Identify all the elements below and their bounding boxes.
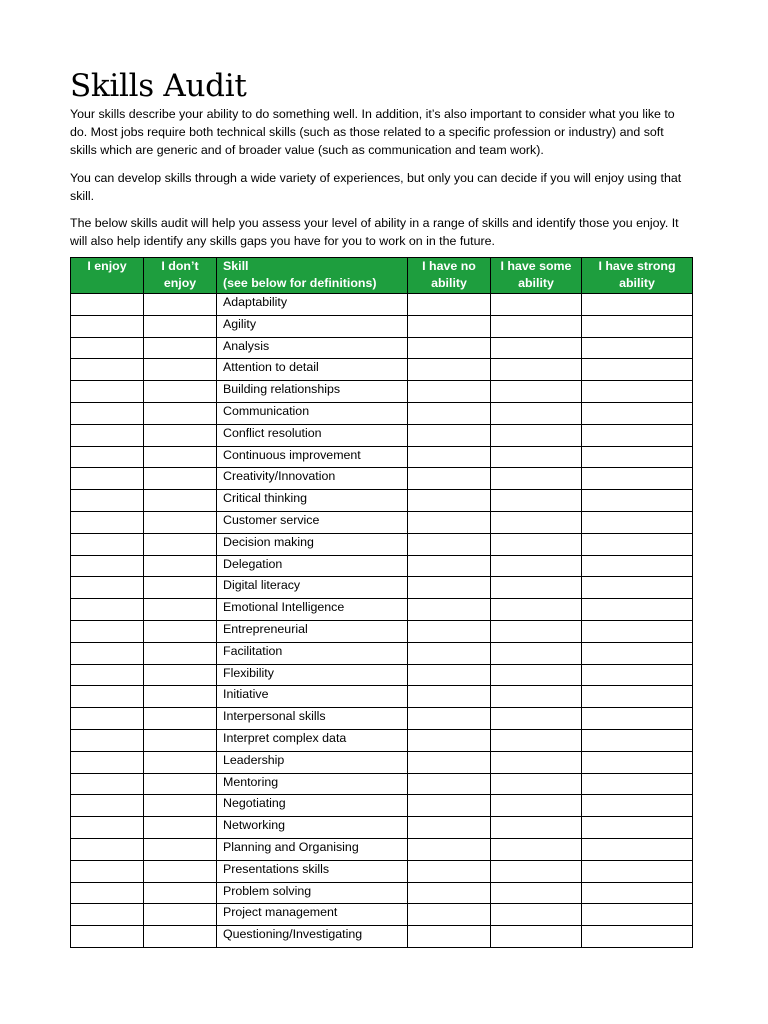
dont-enjoy-cell[interactable] — [144, 773, 217, 795]
dont-enjoy-cell[interactable] — [144, 642, 217, 664]
no-ability-cell[interactable] — [408, 686, 491, 708]
table-row — [71, 381, 693, 403]
some-ability-cell[interactable] — [491, 751, 582, 773]
skill-name: Mentoring — [217, 773, 408, 795]
strong-ability-cell[interactable] — [582, 642, 693, 664]
no-ability-cell[interactable] — [408, 315, 491, 337]
no-ability-cell[interactable] — [408, 468, 491, 490]
header-dont-enjoy: I don’t enjoy — [144, 258, 217, 294]
strong-ability-cell[interactable] — [582, 664, 693, 686]
no-ability-cell[interactable] — [408, 490, 491, 512]
table-row — [71, 315, 693, 337]
strong-ability-cell[interactable] — [582, 708, 693, 730]
no-ability-cell[interactable] — [408, 424, 491, 446]
strong-ability-cell[interactable] — [582, 446, 693, 468]
dont-enjoy-cell[interactable] — [144, 751, 217, 773]
enjoy-cell[interactable] — [71, 642, 144, 664]
dont-enjoy-cell[interactable] — [144, 664, 217, 686]
strong-ability-cell[interactable] — [582, 359, 693, 381]
skill-name: Continuous improvement — [217, 446, 408, 468]
enjoy-cell[interactable] — [71, 599, 144, 621]
page-title: Skills Audit — [70, 68, 247, 104]
no-ability-cell[interactable] — [408, 926, 491, 948]
some-ability-cell[interactable] — [491, 577, 582, 599]
enjoy-cell[interactable] — [71, 838, 144, 860]
skills-table-body — [71, 294, 693, 948]
skill-name: Attention to detail — [217, 359, 408, 381]
skill-name: Leadership — [217, 751, 408, 773]
strong-ability-cell[interactable] — [582, 533, 693, 555]
some-ability-cell[interactable] — [491, 468, 582, 490]
enjoy-cell[interactable] — [71, 337, 144, 359]
table-row — [71, 446, 693, 468]
header-skill — [217, 258, 408, 294]
table-row — [71, 490, 693, 512]
document-page — [70, 68, 692, 250]
enjoy-cell[interactable] — [71, 359, 144, 381]
no-ability-cell[interactable] — [408, 773, 491, 795]
dont-enjoy-cell[interactable] — [144, 904, 217, 926]
skill-name: Building relationships — [217, 381, 408, 403]
dont-enjoy-cell[interactable] — [144, 708, 217, 730]
strong-ability-cell[interactable] — [582, 555, 693, 577]
some-ability-cell[interactable] — [491, 490, 582, 512]
strong-ability-cell[interactable] — [582, 751, 693, 773]
strong-ability-cell[interactable] — [582, 729, 693, 751]
table-row — [71, 620, 693, 642]
skill-name: Emotional Intelligence — [217, 599, 408, 621]
skill-name: Presentations skills — [217, 860, 408, 882]
some-ability-cell[interactable] — [491, 315, 582, 337]
skills-audit-table — [70, 257, 693, 948]
skill-name: Digital literacy — [217, 577, 408, 599]
enjoy-cell[interactable] — [71, 686, 144, 708]
strong-ability-cell[interactable] — [582, 381, 693, 403]
no-ability-cell[interactable] — [408, 294, 491, 316]
some-ability-cell[interactable] — [491, 773, 582, 795]
skill-name: Project management — [217, 904, 408, 926]
no-ability-cell[interactable] — [408, 795, 491, 817]
table-row — [71, 708, 693, 730]
some-ability-cell[interactable] — [491, 337, 582, 359]
skill-name: Facilitation — [217, 642, 408, 664]
skill-name: Problem solving — [217, 882, 408, 904]
no-ability-cell[interactable] — [408, 729, 491, 751]
strong-ability-cell[interactable] — [582, 904, 693, 926]
table-row — [71, 904, 693, 926]
some-ability-cell[interactable] — [491, 446, 582, 468]
table-row — [71, 729, 693, 751]
no-ability-cell[interactable] — [408, 817, 491, 839]
dont-enjoy-cell[interactable] — [144, 817, 217, 839]
dont-enjoy-cell[interactable] — [144, 315, 217, 337]
no-ability-cell[interactable] — [408, 359, 491, 381]
intro-paragraph-3: The below skills audit will help you assess your level of ability in a range of skills and identify those you enjoy. It will also help identify any skills gaps you have for you to work on in the future. — [70, 216, 679, 248]
enjoy-cell[interactable] — [71, 708, 144, 730]
skill-name: Agility — [217, 315, 408, 337]
strong-ability-cell[interactable] — [582, 424, 693, 446]
no-ability-cell[interactable] — [408, 533, 491, 555]
no-ability-cell[interactable] — [408, 620, 491, 642]
table-row — [71, 686, 693, 708]
some-ability-cell[interactable] — [491, 402, 582, 424]
dont-enjoy-cell[interactable] — [144, 882, 217, 904]
dont-enjoy-cell[interactable] — [144, 729, 217, 751]
enjoy-cell[interactable] — [71, 664, 144, 686]
table-header-row — [71, 258, 693, 294]
dont-enjoy-cell[interactable] — [144, 359, 217, 381]
enjoy-cell[interactable] — [71, 904, 144, 926]
no-ability-cell[interactable] — [408, 708, 491, 730]
table-row — [71, 751, 693, 773]
no-ability-cell[interactable] — [408, 882, 491, 904]
table-row — [71, 294, 693, 316]
strong-ability-cell[interactable] — [582, 773, 693, 795]
table-row — [71, 555, 693, 577]
some-ability-cell[interactable] — [491, 686, 582, 708]
skill-name: Initiative — [217, 686, 408, 708]
some-ability-cell[interactable] — [491, 795, 582, 817]
enjoy-cell[interactable] — [71, 926, 144, 948]
enjoy-cell[interactable] — [71, 424, 144, 446]
skill-name: Planning and Organising — [217, 838, 408, 860]
some-ability-cell[interactable] — [491, 860, 582, 882]
no-ability-cell[interactable] — [408, 642, 491, 664]
header-some-ability: I have some ability — [491, 258, 582, 294]
skill-name: Interpersonal skills — [217, 708, 408, 730]
strong-ability-cell[interactable] — [582, 795, 693, 817]
no-ability-cell[interactable] — [408, 337, 491, 359]
dont-enjoy-cell[interactable] — [144, 686, 217, 708]
header-skill-title: Skill — [223, 259, 249, 273]
skill-name: Analysis — [217, 337, 408, 359]
strong-ability-cell[interactable] — [582, 337, 693, 359]
no-ability-cell[interactable] — [408, 904, 491, 926]
dont-enjoy-cell[interactable] — [144, 533, 217, 555]
no-ability-cell[interactable] — [408, 402, 491, 424]
table-row — [71, 664, 693, 686]
skill-name: Critical thinking — [217, 490, 408, 512]
skill-name: Creativity/Innovation — [217, 468, 408, 490]
enjoy-cell[interactable] — [71, 577, 144, 599]
skill-name: Entrepreneurial — [217, 620, 408, 642]
dont-enjoy-cell[interactable] — [144, 577, 217, 599]
some-ability-cell[interactable] — [491, 381, 582, 403]
enjoy-cell[interactable] — [71, 620, 144, 642]
strong-ability-cell[interactable] — [582, 402, 693, 424]
table-row — [71, 838, 693, 860]
strong-ability-cell[interactable] — [582, 294, 693, 316]
strong-ability-cell[interactable] — [582, 817, 693, 839]
table-row — [71, 577, 693, 599]
skill-name: Flexibility — [217, 664, 408, 686]
table-row — [71, 882, 693, 904]
some-ability-cell[interactable] — [491, 294, 582, 316]
skill-name: Interpret complex data — [217, 729, 408, 751]
dont-enjoy-cell[interactable] — [144, 490, 217, 512]
dont-enjoy-cell[interactable] — [144, 468, 217, 490]
enjoy-cell[interactable] — [71, 490, 144, 512]
skill-name: Decision making — [217, 533, 408, 555]
no-ability-cell[interactable] — [408, 446, 491, 468]
skill-name: Negotiating — [217, 795, 408, 817]
no-ability-cell[interactable] — [408, 511, 491, 533]
enjoy-cell[interactable] — [71, 315, 144, 337]
table-row — [71, 926, 693, 948]
strong-ability-cell[interactable] — [582, 686, 693, 708]
dont-enjoy-cell[interactable] — [144, 424, 217, 446]
some-ability-cell[interactable] — [491, 424, 582, 446]
some-ability-cell[interactable] — [491, 838, 582, 860]
enjoy-cell[interactable] — [71, 882, 144, 904]
some-ability-cell[interactable] — [491, 599, 582, 621]
skill-name: Adaptability — [217, 294, 408, 316]
header-enjoy: I enjoy — [71, 258, 144, 294]
table-row — [71, 860, 693, 882]
strong-ability-cell[interactable] — [582, 599, 693, 621]
enjoy-cell[interactable] — [71, 773, 144, 795]
dont-enjoy-cell[interactable] — [144, 381, 217, 403]
skill-name: Questioning/Investigating — [217, 926, 408, 948]
some-ability-cell[interactable] — [491, 817, 582, 839]
enjoy-cell[interactable] — [71, 795, 144, 817]
enjoy-cell[interactable] — [71, 468, 144, 490]
strong-ability-cell[interactable] — [582, 620, 693, 642]
table-row — [71, 511, 693, 533]
skill-name: Delegation — [217, 555, 408, 577]
strong-ability-cell[interactable] — [582, 577, 693, 599]
no-ability-cell[interactable] — [408, 838, 491, 860]
some-ability-cell[interactable] — [491, 533, 582, 555]
table-row — [71, 773, 693, 795]
strong-ability-cell[interactable] — [582, 315, 693, 337]
table-row — [71, 642, 693, 664]
enjoy-cell[interactable] — [71, 817, 144, 839]
strong-ability-cell[interactable] — [582, 926, 693, 948]
intro-paragraph-1: Your skills describe your ability to do something well. In addition, it’s also important to consider what you like to do. Most jobs require both technical skills (such as those related to a specific profession or industry) and soft skills which are generic and of broader value (such as communication and team work). — [70, 107, 675, 157]
some-ability-cell[interactable] — [491, 555, 582, 577]
some-ability-cell[interactable] — [491, 511, 582, 533]
table-row — [71, 424, 693, 446]
table-row — [71, 599, 693, 621]
some-ability-cell[interactable] — [491, 620, 582, 642]
strong-ability-cell[interactable] — [582, 860, 693, 882]
enjoy-cell[interactable] — [71, 533, 144, 555]
some-ability-cell[interactable] — [491, 882, 582, 904]
enjoy-cell[interactable] — [71, 294, 144, 316]
dont-enjoy-cell[interactable] — [144, 926, 217, 948]
some-ability-cell[interactable] — [491, 359, 582, 381]
table-row — [71, 359, 693, 381]
dont-enjoy-cell[interactable] — [144, 599, 217, 621]
some-ability-cell[interactable] — [491, 642, 582, 664]
table-row — [71, 402, 693, 424]
skill-name: Communication — [217, 402, 408, 424]
dont-enjoy-cell[interactable] — [144, 446, 217, 468]
skill-name: Conflict resolution — [217, 424, 408, 446]
enjoy-cell[interactable] — [71, 860, 144, 882]
enjoy-cell[interactable] — [71, 751, 144, 773]
dont-enjoy-cell[interactable] — [144, 860, 217, 882]
header-no-ability: I have no ability — [408, 258, 491, 294]
no-ability-cell[interactable] — [408, 577, 491, 599]
table-row — [71, 468, 693, 490]
table-row — [71, 337, 693, 359]
enjoy-cell[interactable] — [71, 729, 144, 751]
dont-enjoy-cell[interactable] — [144, 337, 217, 359]
no-ability-cell[interactable] — [408, 860, 491, 882]
table-row — [71, 795, 693, 817]
enjoy-cell[interactable] — [71, 511, 144, 533]
strong-ability-cell[interactable] — [582, 511, 693, 533]
intro-paragraph-2: You can develop skills through a wide variety of experiences, but only you can decide if you will enjoy using that skill. — [70, 171, 682, 203]
strong-ability-cell[interactable] — [582, 468, 693, 490]
some-ability-cell[interactable] — [491, 926, 582, 948]
header-skill-note: (see below for definitions) — [223, 276, 377, 290]
strong-ability-cell[interactable] — [582, 490, 693, 512]
enjoy-cell[interactable] — [71, 555, 144, 577]
table-row — [71, 817, 693, 839]
skill-name: Customer service — [217, 511, 408, 533]
skill-name: Networking — [217, 817, 408, 839]
enjoy-cell[interactable] — [71, 446, 144, 468]
dont-enjoy-cell[interactable] — [144, 402, 217, 424]
some-ability-cell[interactable] — [491, 729, 582, 751]
enjoy-cell[interactable] — [71, 402, 144, 424]
dont-enjoy-cell[interactable] — [144, 838, 217, 860]
table-row — [71, 533, 693, 555]
header-strong-ability: I have strong ability — [582, 258, 693, 294]
dont-enjoy-cell[interactable] — [144, 555, 217, 577]
no-ability-cell[interactable] — [408, 381, 491, 403]
dont-enjoy-cell[interactable] — [144, 294, 217, 316]
enjoy-cell[interactable] — [71, 381, 144, 403]
some-ability-cell[interactable] — [491, 904, 582, 926]
dont-enjoy-cell[interactable] — [144, 620, 217, 642]
no-ability-cell[interactable] — [408, 751, 491, 773]
no-ability-cell[interactable] — [408, 599, 491, 621]
no-ability-cell[interactable] — [408, 664, 491, 686]
strong-ability-cell[interactable] — [582, 882, 693, 904]
dont-enjoy-cell[interactable] — [144, 511, 217, 533]
dont-enjoy-cell[interactable] — [144, 795, 217, 817]
strong-ability-cell[interactable] — [582, 838, 693, 860]
no-ability-cell[interactable] — [408, 555, 491, 577]
some-ability-cell[interactable] — [491, 708, 582, 730]
some-ability-cell[interactable] — [491, 664, 582, 686]
